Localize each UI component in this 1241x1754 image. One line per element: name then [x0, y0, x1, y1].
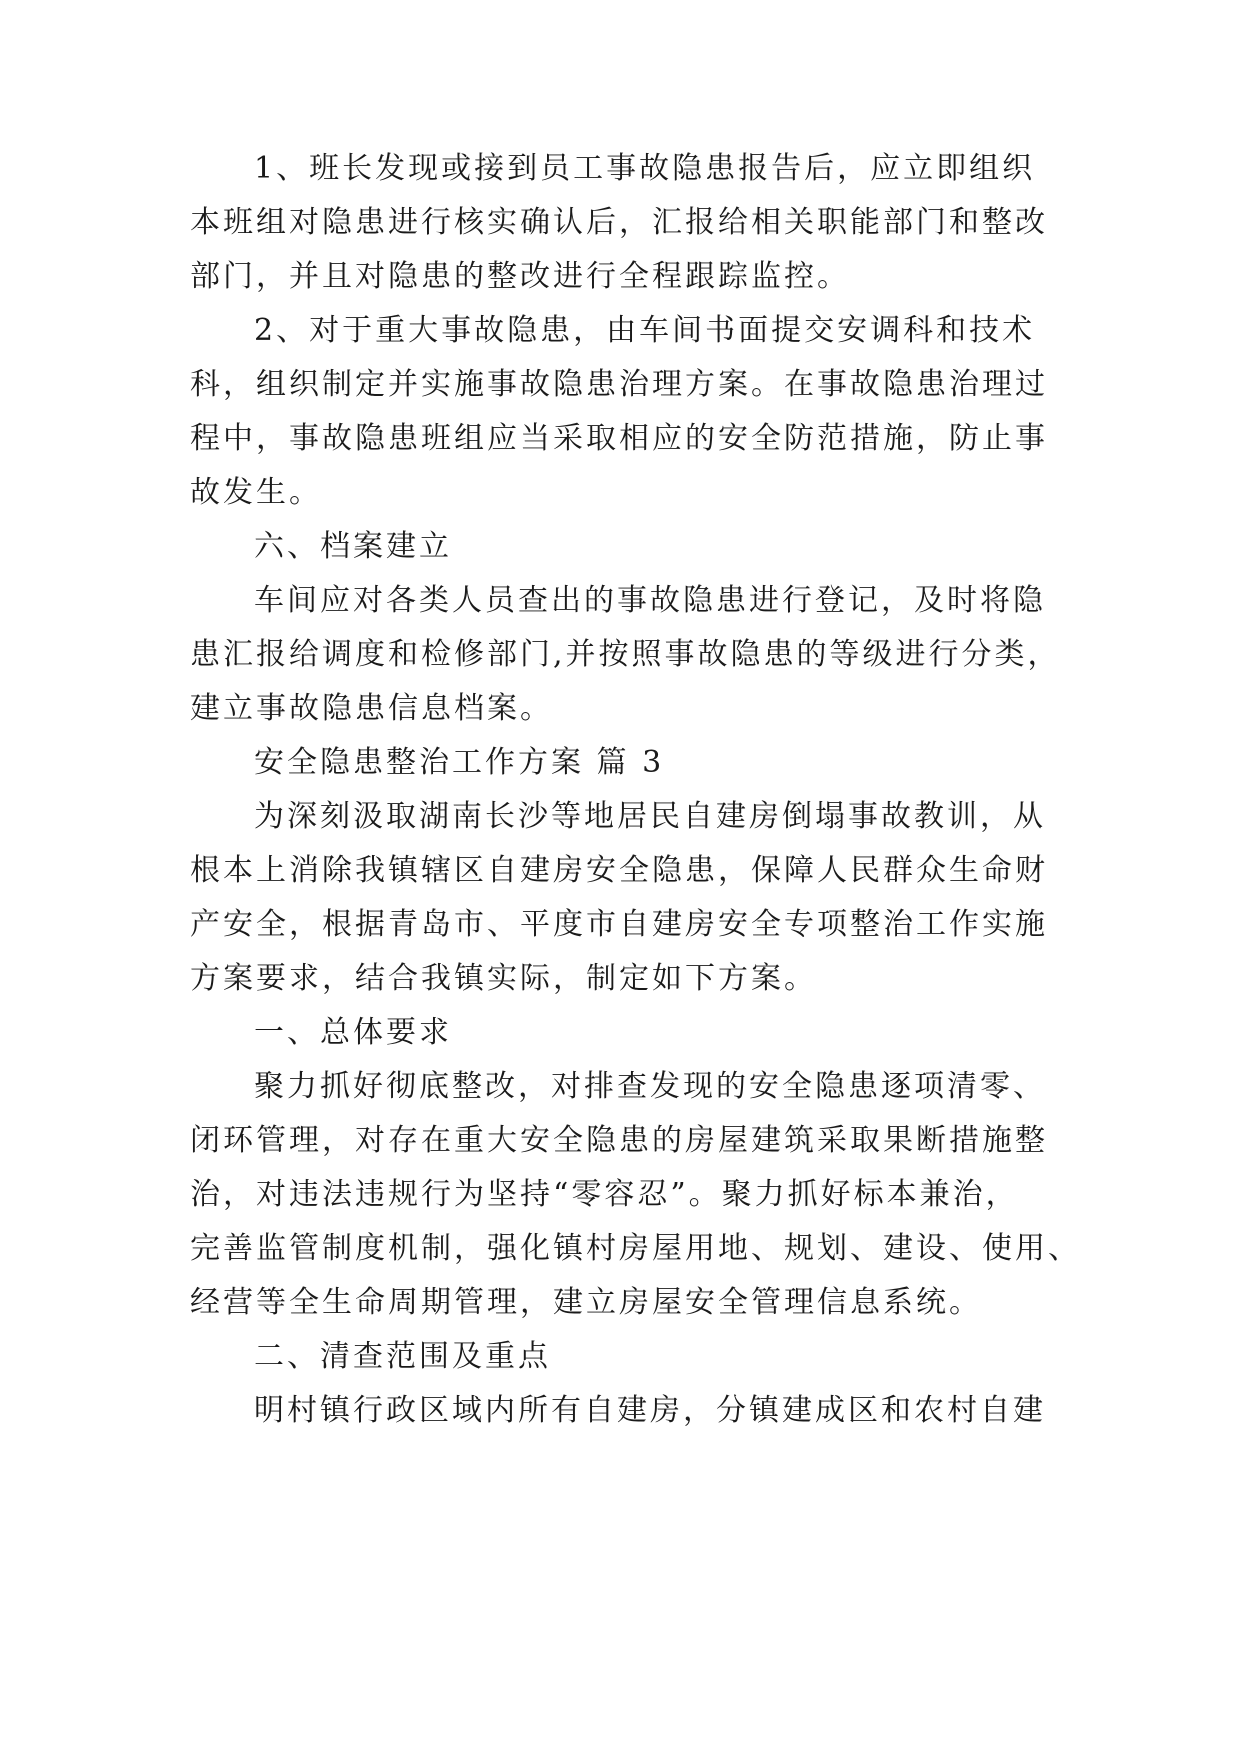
section-heading: 一、总体要求 — [254, 1015, 452, 1050]
paragraph-line: 治，对违法违规行为坚持“零容忍”。聚力抓好标本兼治， — [190, 1177, 1019, 1212]
paragraph-line: 产安全，根据青岛市、平度市自建房安全专项整治工作实施 — [190, 907, 1048, 942]
paragraph-line: 车间应对各类人员查出的事故隐患进行登记，及时将隐 — [254, 583, 1046, 618]
paragraph-line: 经营等全生命周期管理，建立房屋安全管理信息系统。 — [190, 1285, 982, 1320]
paragraph-line: 患汇报给调度和检修部门,并按照事故隐患的等级进行分类， — [190, 637, 1061, 672]
paragraph-line: 部门，并且对隐患的整改进行全程跟踪监控。 — [190, 259, 850, 294]
article-title: 安全隐患整治工作方案 篇 3 — [254, 745, 665, 780]
paragraph-line: 故发生。 — [190, 475, 322, 510]
paragraph-line: 建立事故隐患信息档案。 — [190, 691, 553, 726]
paragraph-line: 1、班长发现或接到员工事故隐患报告后，应立即组织 — [254, 151, 1036, 186]
section-heading: 六、档案建立 — [254, 529, 452, 564]
paragraph-line: 本班组对隐患进行核实确认后，汇报给相关职能部门和整改 — [190, 205, 1048, 240]
section-heading: 二、清查范围及重点 — [254, 1339, 551, 1374]
paragraph-line: 科，组织制定并实施事故隐患治理方案。在事故隐患治理过 — [190, 367, 1048, 402]
paragraph-line: 为深刻汲取湖南长沙等地居民自建房倒塌事故教训，从 — [254, 799, 1046, 834]
paragraph-line: 2、对于重大事故隐患，由车间书面提交安调科和技术 — [254, 313, 1036, 348]
paragraph-line: 明村镇行政区域内所有自建房，分镇建成区和农村自建 — [254, 1393, 1046, 1428]
paragraph-line: 完善监管制度机制，强化镇村房屋用地、规划、建设、使用、 — [190, 1231, 1081, 1266]
paragraph-line: 根本上消除我镇辖区自建房安全隐患，保障人民群众生命财 — [190, 853, 1048, 888]
paragraph-line: 聚力抓好彻底整改，对排查发现的安全隐患逐项清零、 — [254, 1069, 1046, 1104]
paragraph-line: 方案要求，结合我镇实际，制定如下方案。 — [190, 961, 817, 996]
paragraph-line: 程中，事故隐患班组应当采取相应的安全防范措施，防止事 — [190, 421, 1048, 456]
paragraph-line: 闭环管理，对存在重大安全隐患的房屋建筑采取果断措施整 — [190, 1123, 1048, 1158]
